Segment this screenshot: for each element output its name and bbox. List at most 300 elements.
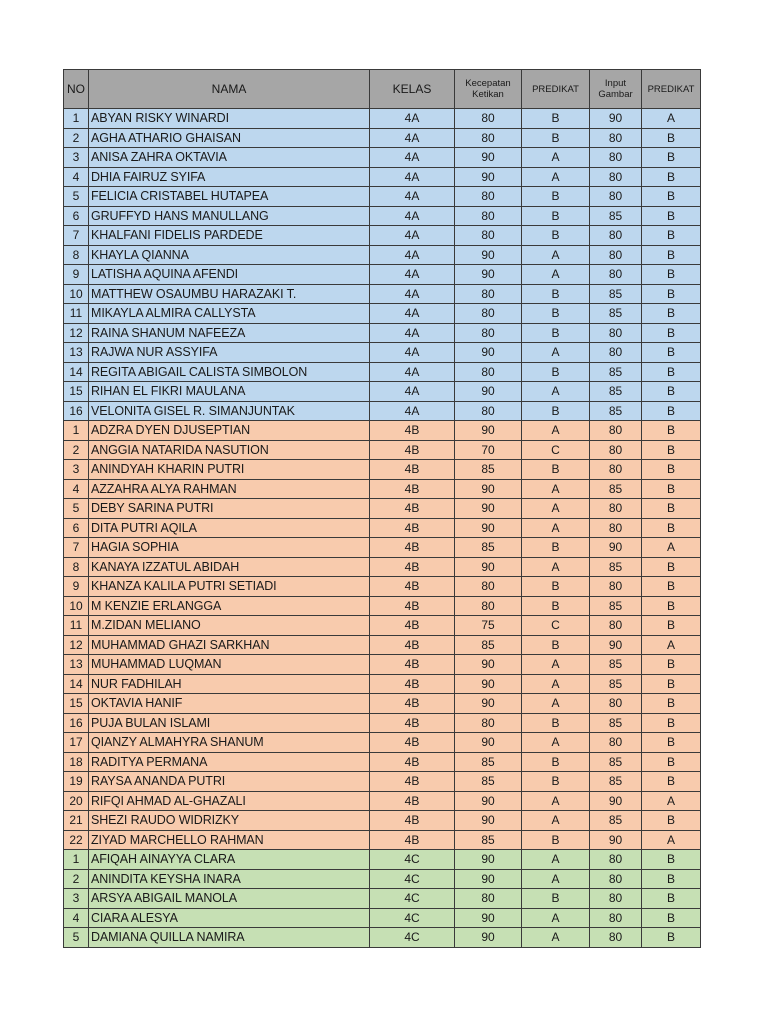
cell-input-gambar: 85 bbox=[590, 557, 642, 577]
cell-kecepatan: 90 bbox=[455, 908, 522, 928]
cell-predikat-1: B bbox=[522, 304, 590, 324]
cell-input-gambar: 80 bbox=[590, 245, 642, 265]
cell-predikat-1: B bbox=[522, 206, 590, 226]
table-row bbox=[64, 518, 701, 538]
cell-predikat-2: B bbox=[642, 655, 701, 675]
cell-predikat-1: B bbox=[522, 577, 590, 597]
cell-predikat-1: A bbox=[522, 869, 590, 889]
header-kecepatan-line1: Kecepatan bbox=[465, 78, 511, 89]
cell-predikat-1: B bbox=[522, 128, 590, 148]
cell-predikat-1: B bbox=[522, 187, 590, 207]
cell-predikat-2: B bbox=[642, 421, 701, 441]
cell-predikat-1: B bbox=[522, 109, 590, 129]
cell-predikat-2: B bbox=[642, 265, 701, 285]
cell-kecepatan: 80 bbox=[455, 401, 522, 421]
cell-kecepatan: 85 bbox=[455, 635, 522, 655]
cell-kelas: 4B bbox=[370, 713, 455, 733]
cell-no: 22 bbox=[64, 830, 89, 850]
table-row bbox=[64, 187, 701, 207]
cell-kecepatan: 90 bbox=[455, 850, 522, 870]
score-table bbox=[63, 69, 701, 948]
cell-predikat-1: B bbox=[522, 772, 590, 792]
cell-nama: KHALFANI FIDELIS PARDEDE bbox=[89, 226, 370, 246]
cell-input-gambar: 85 bbox=[590, 304, 642, 324]
cell-input-gambar: 80 bbox=[590, 323, 642, 343]
cell-nama: AGHA ATHARIO GHAISAN bbox=[89, 128, 370, 148]
cell-no: 5 bbox=[64, 499, 89, 519]
cell-kecepatan: 90 bbox=[455, 167, 522, 187]
table-row bbox=[64, 713, 701, 733]
table-row bbox=[64, 109, 701, 129]
cell-nama: DITA PUTRI AQILA bbox=[89, 518, 370, 538]
cell-predikat-1: A bbox=[522, 850, 590, 870]
cell-predikat-2: A bbox=[642, 791, 701, 811]
cell-nama: SHEZI RAUDO WIDRIZKY bbox=[89, 811, 370, 831]
cell-predikat-2: B bbox=[642, 616, 701, 636]
cell-predikat-1: B bbox=[522, 635, 590, 655]
table-row bbox=[64, 791, 701, 811]
cell-kelas: 4B bbox=[370, 499, 455, 519]
cell-no: 15 bbox=[64, 382, 89, 402]
table-row bbox=[64, 421, 701, 441]
cell-input-gambar: 80 bbox=[590, 889, 642, 909]
table-row bbox=[64, 538, 701, 558]
cell-input-gambar: 90 bbox=[590, 538, 642, 558]
cell-nama: DEBY SARINA PUTRI bbox=[89, 499, 370, 519]
cell-predikat-2: B bbox=[642, 245, 701, 265]
cell-kecepatan: 85 bbox=[455, 830, 522, 850]
table-row bbox=[64, 499, 701, 519]
cell-kelas: 4B bbox=[370, 460, 455, 480]
table-row bbox=[64, 908, 701, 928]
table-row bbox=[64, 148, 701, 168]
cell-nama: QIANZY ALMAHYRA SHANUM bbox=[89, 733, 370, 753]
table-row bbox=[64, 752, 701, 772]
cell-predikat-1: A bbox=[522, 674, 590, 694]
cell-predikat-1: A bbox=[522, 382, 590, 402]
cell-predikat-2: B bbox=[642, 889, 701, 909]
cell-kelas: 4A bbox=[370, 226, 455, 246]
header-row bbox=[64, 70, 701, 109]
cell-predikat-2: B bbox=[642, 323, 701, 343]
table-row bbox=[64, 655, 701, 675]
cell-no: 16 bbox=[64, 713, 89, 733]
table-row bbox=[64, 577, 701, 597]
table-row bbox=[64, 928, 701, 948]
cell-kelas: 4B bbox=[370, 635, 455, 655]
cell-no: 6 bbox=[64, 518, 89, 538]
cell-predikat-2: B bbox=[642, 694, 701, 714]
cell-predikat-2: B bbox=[642, 401, 701, 421]
cell-predikat-2: A bbox=[642, 635, 701, 655]
header-predikat-1: PREDIKAT bbox=[522, 70, 590, 109]
cell-nama: MUHAMMAD GHAZI SARKHAN bbox=[89, 635, 370, 655]
cell-predikat-1: A bbox=[522, 733, 590, 753]
cell-nama: VELONITA GISEL R. SIMANJUNTAK bbox=[89, 401, 370, 421]
cell-kelas: 4A bbox=[370, 187, 455, 207]
cell-no: 18 bbox=[64, 752, 89, 772]
cell-input-gambar: 80 bbox=[590, 616, 642, 636]
cell-no: 9 bbox=[64, 577, 89, 597]
cell-kecepatan: 80 bbox=[455, 577, 522, 597]
cell-predikat-2: B bbox=[642, 733, 701, 753]
cell-nama: FELICIA CRISTABEL HUTAPEA bbox=[89, 187, 370, 207]
cell-predikat-1: A bbox=[522, 908, 590, 928]
cell-input-gambar: 80 bbox=[590, 343, 642, 363]
cell-nama: MIKAYLA ALMIRA CALLYSTA bbox=[89, 304, 370, 324]
table-row bbox=[64, 460, 701, 480]
table-row bbox=[64, 889, 701, 909]
cell-predikat-1: A bbox=[522, 557, 590, 577]
cell-predikat-1: B bbox=[522, 284, 590, 304]
table-row bbox=[64, 772, 701, 792]
cell-nama: ANINDITA KEYSHA INARA bbox=[89, 869, 370, 889]
cell-predikat-1: B bbox=[522, 596, 590, 616]
header-predikat-2: PREDIKAT bbox=[642, 70, 701, 109]
cell-predikat-2: B bbox=[642, 577, 701, 597]
header-nama: NAMA bbox=[89, 70, 370, 109]
cell-kecepatan: 85 bbox=[455, 538, 522, 558]
cell-kelas: 4C bbox=[370, 850, 455, 870]
cell-kecepatan: 90 bbox=[455, 148, 522, 168]
cell-kecepatan: 90 bbox=[455, 694, 522, 714]
cell-nama: HAGIA SOPHIA bbox=[89, 538, 370, 558]
cell-predikat-1: A bbox=[522, 343, 590, 363]
cell-predikat-1: A bbox=[522, 791, 590, 811]
cell-predikat-2: B bbox=[642, 499, 701, 519]
table-row bbox=[64, 265, 701, 285]
cell-nama: ANISA ZAHRA OKTAVIA bbox=[89, 148, 370, 168]
cell-no: 11 bbox=[64, 616, 89, 636]
cell-input-gambar: 85 bbox=[590, 713, 642, 733]
cell-kelas: 4B bbox=[370, 772, 455, 792]
header-kecepatan-line2: Ketikan bbox=[472, 89, 504, 100]
cell-nama: GRUFFYD HANS MANULLANG bbox=[89, 206, 370, 226]
cell-no: 13 bbox=[64, 343, 89, 363]
cell-kecepatan: 80 bbox=[455, 889, 522, 909]
cell-no: 10 bbox=[64, 284, 89, 304]
cell-kelas: 4C bbox=[370, 889, 455, 909]
cell-kelas: 4A bbox=[370, 362, 455, 382]
cell-kelas: 4C bbox=[370, 928, 455, 948]
cell-nama: REGITA ABIGAIL CALISTA SIMBOLON bbox=[89, 362, 370, 382]
cell-kelas: 4B bbox=[370, 538, 455, 558]
cell-no: 15 bbox=[64, 694, 89, 714]
table-row bbox=[64, 733, 701, 753]
cell-no: 3 bbox=[64, 889, 89, 909]
cell-no: 19 bbox=[64, 772, 89, 792]
cell-kecepatan: 90 bbox=[455, 382, 522, 402]
cell-input-gambar: 85 bbox=[590, 401, 642, 421]
cell-kelas: 4B bbox=[370, 752, 455, 772]
cell-input-gambar: 85 bbox=[590, 811, 642, 831]
cell-nama: RAYSA ANANDA PUTRI bbox=[89, 772, 370, 792]
cell-predikat-2: B bbox=[642, 596, 701, 616]
table-row bbox=[64, 304, 701, 324]
cell-kelas: 4A bbox=[370, 128, 455, 148]
cell-kelas: 4A bbox=[370, 323, 455, 343]
cell-input-gambar: 80 bbox=[590, 440, 642, 460]
cell-nama: RIFQI AHMAD AL-GHAZALI bbox=[89, 791, 370, 811]
cell-input-gambar: 80 bbox=[590, 148, 642, 168]
cell-predikat-2: B bbox=[642, 148, 701, 168]
cell-kecepatan: 75 bbox=[455, 616, 522, 636]
table-row bbox=[64, 830, 701, 850]
table-row bbox=[64, 226, 701, 246]
cell-nama: RIHAN EL FIKRI MAULANA bbox=[89, 382, 370, 402]
cell-nama: DHIA FAIRUZ SYIFA bbox=[89, 167, 370, 187]
table-row bbox=[64, 811, 701, 831]
cell-nama: ANINDYAH KHARIN PUTRI bbox=[89, 460, 370, 480]
cell-nama: RAINA SHANUM NAFEEZA bbox=[89, 323, 370, 343]
cell-kecepatan: 80 bbox=[455, 109, 522, 129]
table-row bbox=[64, 440, 701, 460]
cell-input-gambar: 80 bbox=[590, 226, 642, 246]
cell-input-gambar: 85 bbox=[590, 382, 642, 402]
cell-kelas: 4B bbox=[370, 674, 455, 694]
cell-kecepatan: 80 bbox=[455, 596, 522, 616]
cell-input-gambar: 80 bbox=[590, 577, 642, 597]
cell-kecepatan: 80 bbox=[455, 284, 522, 304]
cell-predikat-2: A bbox=[642, 109, 701, 129]
cell-predikat-2: B bbox=[642, 226, 701, 246]
cell-no: 3 bbox=[64, 460, 89, 480]
cell-predikat-2: B bbox=[642, 772, 701, 792]
cell-input-gambar: 80 bbox=[590, 421, 642, 441]
cell-nama: MATTHEW OSAUMBU HARAZAKI T. bbox=[89, 284, 370, 304]
cell-kelas: 4A bbox=[370, 167, 455, 187]
cell-input-gambar: 90 bbox=[590, 109, 642, 129]
cell-kelas: 4B bbox=[370, 421, 455, 441]
cell-nama: ADZRA DYEN DJUSEPTIAN bbox=[89, 421, 370, 441]
header-kecepatan-ketikan bbox=[455, 70, 522, 109]
cell-input-gambar: 80 bbox=[590, 733, 642, 753]
cell-kelas: 4A bbox=[370, 109, 455, 129]
cell-kelas: 4B bbox=[370, 440, 455, 460]
cell-kecepatan: 90 bbox=[455, 479, 522, 499]
cell-no: 7 bbox=[64, 538, 89, 558]
cell-kecepatan: 80 bbox=[455, 206, 522, 226]
table-row bbox=[64, 850, 701, 870]
header-input-line2: Gambar bbox=[598, 89, 633, 100]
table-row bbox=[64, 557, 701, 577]
cell-input-gambar: 80 bbox=[590, 908, 642, 928]
cell-no: 12 bbox=[64, 323, 89, 343]
cell-predikat-2: B bbox=[642, 343, 701, 363]
cell-kelas: 4C bbox=[370, 908, 455, 928]
table-row bbox=[64, 596, 701, 616]
cell-input-gambar: 90 bbox=[590, 830, 642, 850]
cell-kelas: 4B bbox=[370, 577, 455, 597]
cell-kelas: 4B bbox=[370, 694, 455, 714]
cell-input-gambar: 85 bbox=[590, 284, 642, 304]
cell-predikat-2: B bbox=[642, 128, 701, 148]
cell-no: 13 bbox=[64, 655, 89, 675]
cell-no: 20 bbox=[64, 791, 89, 811]
table-row bbox=[64, 323, 701, 343]
cell-input-gambar: 85 bbox=[590, 596, 642, 616]
cell-kecepatan: 70 bbox=[455, 440, 522, 460]
cell-predikat-2: B bbox=[642, 713, 701, 733]
cell-predikat-2: B bbox=[642, 752, 701, 772]
cell-kelas: 4A bbox=[370, 401, 455, 421]
cell-kecepatan: 90 bbox=[455, 421, 522, 441]
cell-kecepatan: 85 bbox=[455, 752, 522, 772]
cell-input-gambar: 85 bbox=[590, 752, 642, 772]
table-row bbox=[64, 616, 701, 636]
cell-no: 2 bbox=[64, 128, 89, 148]
cell-no: 5 bbox=[64, 928, 89, 948]
cell-no: 1 bbox=[64, 421, 89, 441]
cell-kecepatan: 90 bbox=[455, 557, 522, 577]
header-kelas: KELAS bbox=[370, 70, 455, 109]
cell-input-gambar: 90 bbox=[590, 635, 642, 655]
cell-predikat-1: B bbox=[522, 830, 590, 850]
cell-no: 4 bbox=[64, 908, 89, 928]
cell-predikat-1: A bbox=[522, 265, 590, 285]
cell-kelas: 4B bbox=[370, 596, 455, 616]
cell-kelas: 4C bbox=[370, 869, 455, 889]
cell-no: 9 bbox=[64, 265, 89, 285]
cell-no: 12 bbox=[64, 635, 89, 655]
cell-predikat-2: B bbox=[642, 167, 701, 187]
header-input-gambar bbox=[590, 70, 642, 109]
cell-nama: MUHAMMAD LUQMAN bbox=[89, 655, 370, 675]
cell-nama: NUR FADHILAH bbox=[89, 674, 370, 694]
cell-predikat-1: B bbox=[522, 538, 590, 558]
cell-no: 21 bbox=[64, 811, 89, 831]
cell-no: 5 bbox=[64, 187, 89, 207]
cell-kecepatan: 90 bbox=[455, 655, 522, 675]
cell-kelas: 4A bbox=[370, 206, 455, 226]
cell-kecepatan: 90 bbox=[455, 928, 522, 948]
cell-predikat-2: B bbox=[642, 440, 701, 460]
cell-nama: M.ZIDAN MELIANO bbox=[89, 616, 370, 636]
cell-input-gambar: 85 bbox=[590, 206, 642, 226]
cell-predikat-1: A bbox=[522, 148, 590, 168]
table-row bbox=[64, 362, 701, 382]
cell-kelas: 4A bbox=[370, 265, 455, 285]
cell-kecepatan: 90 bbox=[455, 343, 522, 363]
cell-nama: KANAYA IZZATUL ABIDAH bbox=[89, 557, 370, 577]
cell-kecepatan: 85 bbox=[455, 460, 522, 480]
cell-no: 3 bbox=[64, 148, 89, 168]
cell-predikat-1: A bbox=[522, 245, 590, 265]
cell-predikat-2: B bbox=[642, 928, 701, 948]
cell-predikat-1: B bbox=[522, 460, 590, 480]
cell-kecepatan: 90 bbox=[455, 674, 522, 694]
table-row bbox=[64, 635, 701, 655]
cell-kecepatan: 80 bbox=[455, 226, 522, 246]
cell-nama: PUJA BULAN ISLAMI bbox=[89, 713, 370, 733]
cell-input-gambar: 80 bbox=[590, 928, 642, 948]
cell-nama: RADITYA PERMANA bbox=[89, 752, 370, 772]
cell-predikat-1: B bbox=[522, 226, 590, 246]
cell-input-gambar: 80 bbox=[590, 499, 642, 519]
cell-predikat-1: C bbox=[522, 616, 590, 636]
cell-kelas: 4B bbox=[370, 655, 455, 675]
cell-kelas: 4A bbox=[370, 245, 455, 265]
cell-no: 4 bbox=[64, 479, 89, 499]
cell-predikat-1: B bbox=[522, 362, 590, 382]
table-row bbox=[64, 869, 701, 889]
cell-predikat-2: B bbox=[642, 908, 701, 928]
cell-kecepatan: 90 bbox=[455, 791, 522, 811]
cell-predikat-2: B bbox=[642, 187, 701, 207]
cell-no: 7 bbox=[64, 226, 89, 246]
cell-predikat-1: B bbox=[522, 889, 590, 909]
cell-input-gambar: 80 bbox=[590, 167, 642, 187]
cell-nama: CIARA ALESYA bbox=[89, 908, 370, 928]
cell-kelas: 4A bbox=[370, 148, 455, 168]
cell-kelas: 4B bbox=[370, 733, 455, 753]
cell-predikat-1: B bbox=[522, 323, 590, 343]
cell-kelas: 4A bbox=[370, 343, 455, 363]
cell-nama: ARSYA ABIGAIL MANOLA bbox=[89, 889, 370, 909]
cell-nama: M KENZIE ERLANGGA bbox=[89, 596, 370, 616]
table-row bbox=[64, 206, 701, 226]
cell-no: 11 bbox=[64, 304, 89, 324]
cell-predikat-2: B bbox=[642, 518, 701, 538]
table-row bbox=[64, 694, 701, 714]
cell-predikat-2: B bbox=[642, 557, 701, 577]
cell-predikat-1: B bbox=[522, 401, 590, 421]
cell-predikat-2: B bbox=[642, 674, 701, 694]
table-row bbox=[64, 245, 701, 265]
cell-predikat-2: B bbox=[642, 811, 701, 831]
cell-kelas: 4A bbox=[370, 382, 455, 402]
cell-predikat-1: A bbox=[522, 479, 590, 499]
cell-no: 8 bbox=[64, 557, 89, 577]
cell-kelas: 4B bbox=[370, 811, 455, 831]
cell-predikat-2: B bbox=[642, 304, 701, 324]
cell-no: 14 bbox=[64, 362, 89, 382]
cell-no: 8 bbox=[64, 245, 89, 265]
cell-kecepatan: 90 bbox=[455, 518, 522, 538]
cell-input-gambar: 85 bbox=[590, 655, 642, 675]
cell-predikat-1: A bbox=[522, 928, 590, 948]
cell-kecepatan: 80 bbox=[455, 187, 522, 207]
cell-predikat-1: A bbox=[522, 694, 590, 714]
cell-input-gambar: 80 bbox=[590, 460, 642, 480]
cell-predikat-2: B bbox=[642, 382, 701, 402]
cell-input-gambar: 85 bbox=[590, 362, 642, 382]
cell-kelas: 4B bbox=[370, 830, 455, 850]
cell-kecepatan: 80 bbox=[455, 713, 522, 733]
cell-predikat-1: A bbox=[522, 421, 590, 441]
cell-predikat-2: B bbox=[642, 869, 701, 889]
cell-input-gambar: 80 bbox=[590, 265, 642, 285]
cell-input-gambar: 90 bbox=[590, 791, 642, 811]
cell-kecepatan: 90 bbox=[455, 499, 522, 519]
cell-kecepatan: 85 bbox=[455, 772, 522, 792]
cell-nama: AZZAHRA ALYA RAHMAN bbox=[89, 479, 370, 499]
cell-predikat-1: C bbox=[522, 440, 590, 460]
cell-no: 16 bbox=[64, 401, 89, 421]
cell-no: 1 bbox=[64, 109, 89, 129]
cell-predikat-2: A bbox=[642, 538, 701, 558]
cell-predikat-2: B bbox=[642, 284, 701, 304]
cell-nama: RAJWA NUR ASSYIFA bbox=[89, 343, 370, 363]
cell-input-gambar: 85 bbox=[590, 479, 642, 499]
cell-input-gambar: 80 bbox=[590, 850, 642, 870]
cell-kelas: 4B bbox=[370, 791, 455, 811]
cell-kecepatan: 80 bbox=[455, 128, 522, 148]
cell-nama: AFIQAH AINAYYA CLARA bbox=[89, 850, 370, 870]
cell-kelas: 4A bbox=[370, 304, 455, 324]
cell-predikat-2: B bbox=[642, 479, 701, 499]
table-row bbox=[64, 479, 701, 499]
